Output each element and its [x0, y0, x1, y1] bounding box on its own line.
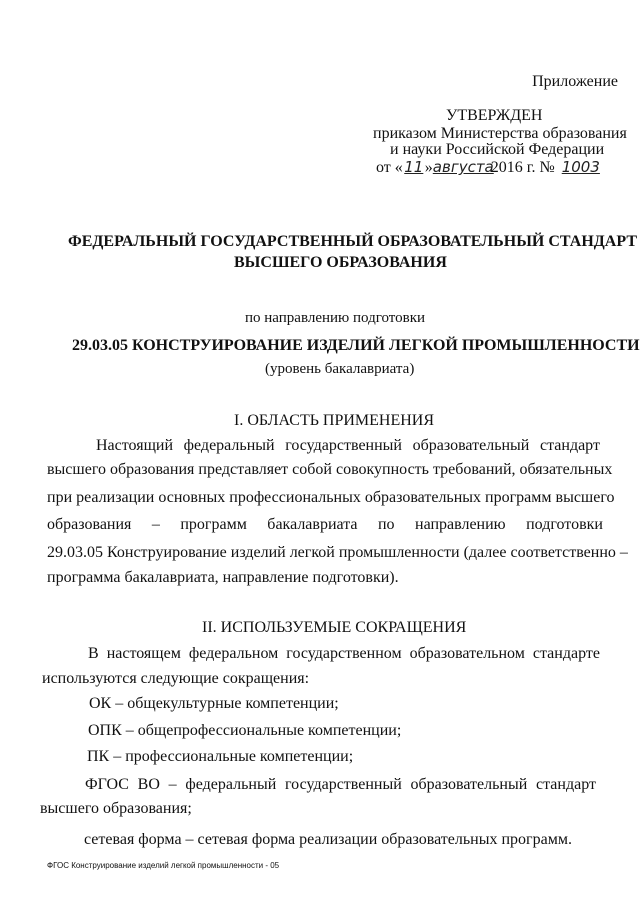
- section-1-p1-line-5: 29.03.05 Конструирование изделий легкой промышленности (далее соответственно –: [47, 544, 628, 561]
- order-date-line: [376, 158, 603, 177]
- p1-word: направлению: [415, 516, 506, 533]
- title-line-2: ВЫСШЕГО ОБРАЗОВАНИЯ: [234, 254, 447, 271]
- abbr-item-network-form: сетевая форма – сетевая форма реализации образовательных программ.: [84, 831, 572, 848]
- date-month: августа: [432, 158, 494, 176]
- p1-word: –: [151, 516, 160, 533]
- p1-word: Настоящий: [96, 437, 174, 454]
- order-line-1: приказом Министерства образования: [373, 125, 627, 142]
- p1-word: государственный: [285, 437, 402, 454]
- intro-word: В: [88, 645, 99, 662]
- order-line-2: и науки Российской Федерации: [390, 141, 605, 158]
- section-1-heading: I. ОБЛАСТЬ ПРИМЕНЕНИЯ: [234, 412, 435, 429]
- section-2-intro-line-2: используются следующие сокращения:: [42, 670, 310, 687]
- level-label: (уровень бакалавриата): [265, 361, 415, 377]
- fgos-word: стандарт: [536, 776, 596, 793]
- p1-word: подготовки: [526, 516, 603, 533]
- intro-word: стандарте: [532, 645, 600, 662]
- direction-name: 29.03.05 КОНСТРУИРОВАНИЕ ИЗДЕЛИЙ ЛЕГКОЙ ПРОМЫШЛЕННОСТИ: [72, 337, 640, 354]
- section-1-p1-line-1: [96, 437, 600, 455]
- fgos-word: ВО: [137, 776, 160, 793]
- p1-word: программ: [180, 516, 247, 533]
- fgos-word: государственный: [285, 776, 402, 793]
- section-2-intro-line-1: [88, 645, 600, 663]
- p1-word: образовательный: [412, 437, 530, 454]
- date-sep: »: [424, 159, 433, 176]
- p1-word: бакалавриата: [267, 516, 358, 533]
- intro-word: государственном: [286, 645, 402, 662]
- title-line-1: ФЕДЕРАЛЬНЫЙ ГОСУДАРСТВЕННЫЙ ОБРАЗОВАТЕЛЬНЫЙ СТАНДАРТ: [68, 233, 637, 250]
- p1-word: стандарт: [539, 437, 600, 454]
- date-prefix: от «: [376, 159, 403, 176]
- section-1-p1-line-4: [47, 516, 603, 534]
- fgos-word: –: [168, 776, 177, 793]
- direction-label: по направлению подготовки: [245, 310, 426, 326]
- p1-word: по: [377, 516, 395, 533]
- abbr-item-fgos-line-1: [85, 776, 596, 794]
- fgos-word: ФГОС: [85, 776, 129, 793]
- fgos-word: федеральный: [185, 776, 277, 793]
- fgos-word: образовательный: [410, 776, 528, 793]
- section-2-heading: II. ИСПОЛЬЗУЕМЫЕ СОКРАЩЕНИЯ: [202, 619, 467, 636]
- order-number: 1003: [561, 158, 600, 176]
- p1-word: федеральный: [183, 437, 275, 454]
- approved-label: УТВЕРЖДЕН: [446, 107, 543, 124]
- date-year: 2016 г. №: [490, 159, 555, 176]
- p1-word: образования: [47, 516, 132, 533]
- date-day: 11: [404, 158, 424, 176]
- abbr-item-fgos-line-2: высшего образования;: [40, 800, 192, 817]
- section-1-p1-line-6: программа бакалавриата, направление подготовки).: [47, 569, 399, 586]
- intro-word: настоящем: [106, 645, 181, 662]
- abbr-item-pk: ПК – профессиональные компетенции;: [87, 748, 354, 765]
- intro-word: образовательном: [409, 645, 525, 662]
- intro-word: федеральном: [188, 645, 279, 662]
- abbr-item-ok: ОК – общекультурные компетенции;: [89, 695, 339, 712]
- section-1-p1-line-2: высшего образования представляет собой совокупность требований, обязательных: [47, 461, 613, 478]
- page-footer: ФГОС Конструирование изделий легкой промышленности - 05: [47, 861, 280, 870]
- section-1-p1-line-3: при реализации основных профессиональных образовательных программ высшего: [47, 489, 615, 506]
- appendix-label: Приложение: [532, 73, 618, 90]
- abbr-item-opk: ОПК – общепрофессиональные компетенции;: [88, 722, 402, 739]
